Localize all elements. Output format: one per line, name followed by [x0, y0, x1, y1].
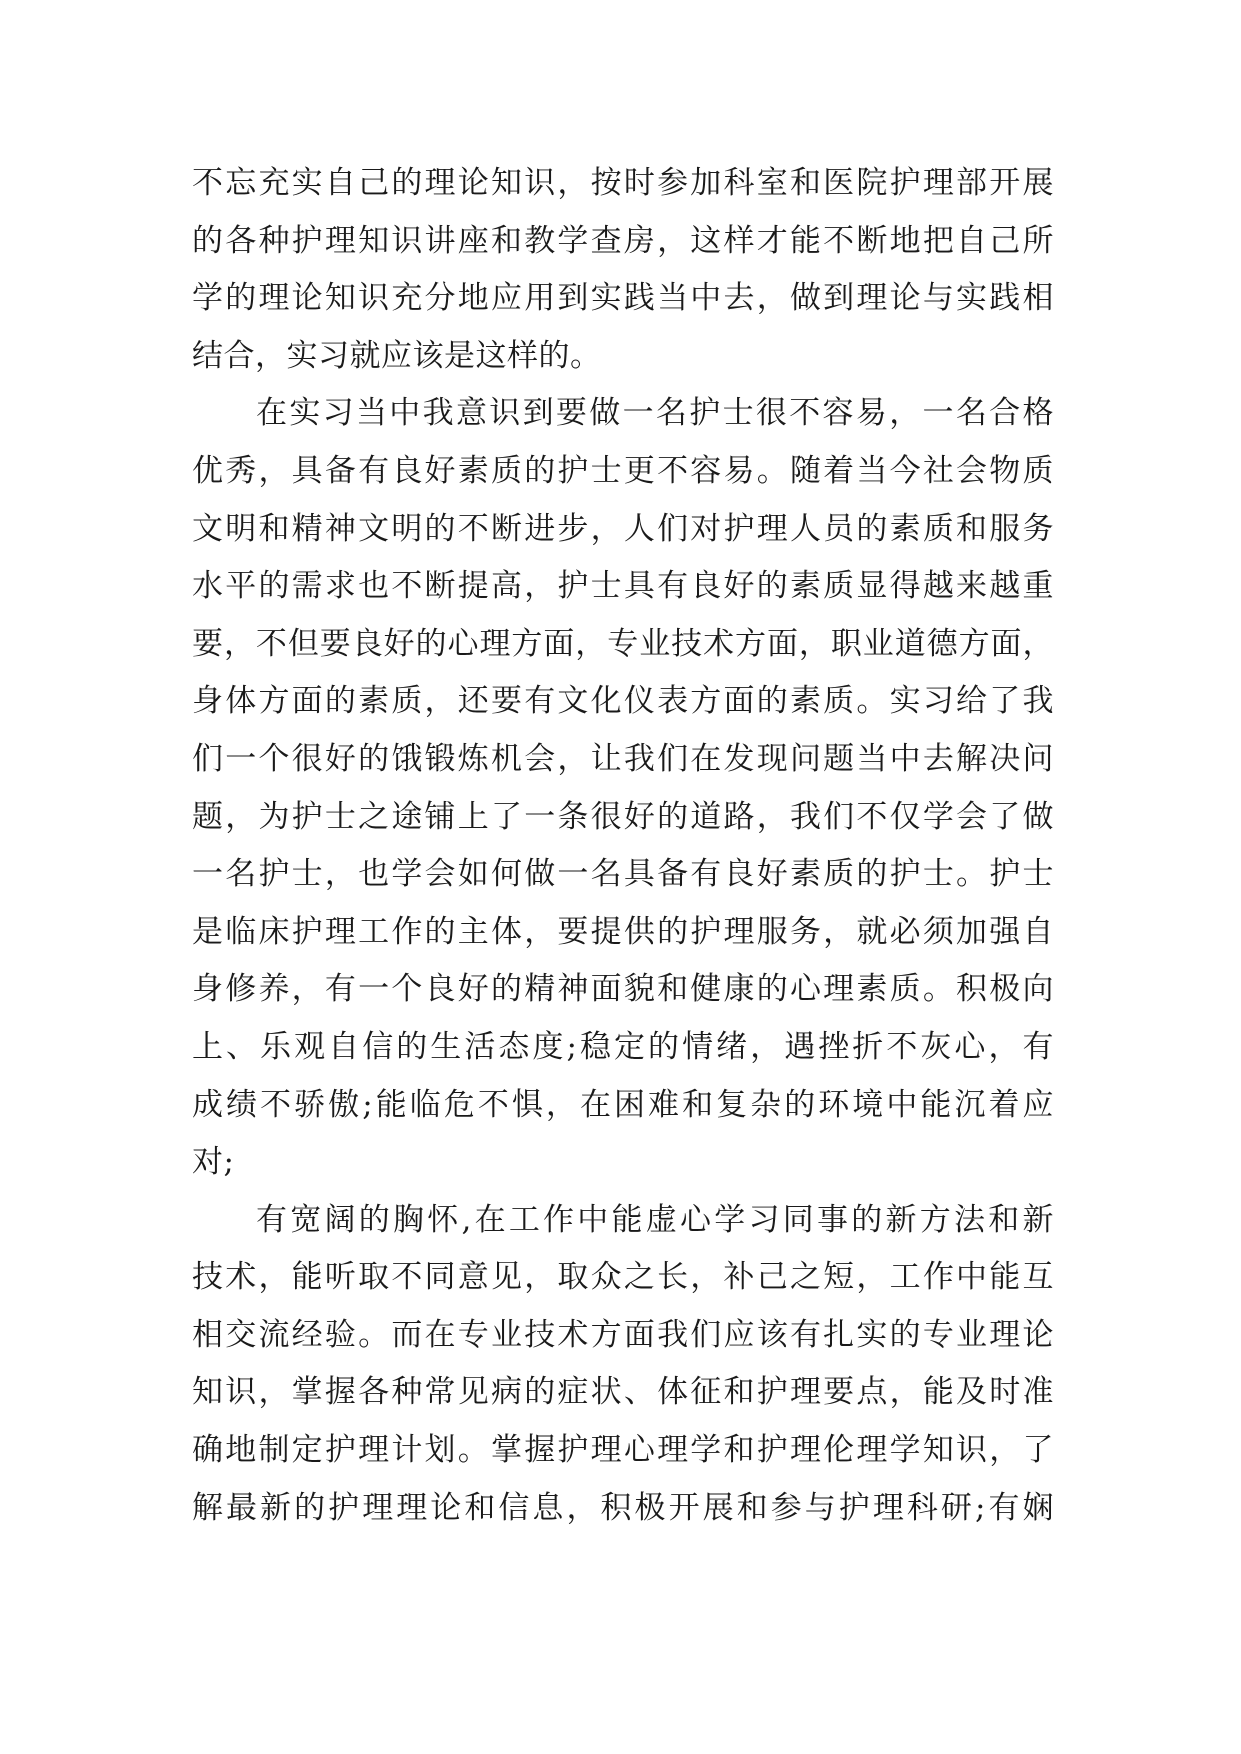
text-line: 要，不但要良好的心理方面，专业技术方面，职业道德方面，	[192, 625, 1054, 662]
text-line: 结合，实习就应该是这样的。	[192, 337, 602, 374]
text-line: 身体方面的素质，还要有文化仪表方面的素质。实习给了我	[192, 683, 1054, 720]
text-line: 成绩不骄傲;能临危不惧，在困难和复杂的环境中能沉着应	[192, 1086, 1054, 1123]
text-line: 水平的需求也不断提高，护士具有良好的素质显得越来越重	[192, 568, 1054, 605]
text-line: 对;	[192, 1144, 235, 1181]
text-line: 上、乐观自信的生活态度;稳定的情绪，遇挫折不灰心，有	[192, 1028, 1054, 1065]
text-line: 有宽阔的胸怀,在工作中能虚心学习同事的新方法和新	[256, 1201, 1054, 1238]
text-line: 的各种护理知识讲座和教学查房，这样才能不断地把自己所	[192, 222, 1054, 259]
text-line: 题，为护士之途铺上了一条很好的道路，我们不仅学会了做	[192, 798, 1054, 835]
text-line: 知识，掌握各种常见病的症状、体征和护理要点，能及时准	[192, 1374, 1054, 1411]
body-text	[192, 155, 1054, 1537]
text-line: 身修养，有一个良好的精神面貌和健康的心理素质。积极向	[192, 971, 1054, 1008]
text-line: 文明和精神文明的不断进步，人们对护理人员的素质和服务	[192, 510, 1054, 547]
text-line: 优秀，具备有良好素质的护士更不容易。随着当今社会物质	[192, 452, 1054, 489]
text-line: 在实习当中我意识到要做一名护士很不容易，一名合格	[256, 395, 1054, 432]
text-line: 技术，能听取不同意见，取众之长，补己之短，工作中能互	[192, 1259, 1054, 1296]
text-line: 一名护士，也学会如何做一名具备有良好素质的护士。护士	[192, 856, 1054, 893]
text-line: 确地制定护理计划。掌握护理心理学和护理伦理学知识，了	[192, 1432, 1054, 1469]
text-line: 不忘充实自己的理论知识，按时参加科室和医院护理部开展	[192, 165, 1054, 201]
text-line: 们一个很好的饿锻炼机会，让我们在发现问题当中去解决问	[192, 740, 1054, 777]
text-line: 是临床护理工作的主体，要提供的护理服务，就必须加强自	[192, 913, 1054, 950]
text-line: 相交流经验。而在专业技术方面我们应该有扎实的专业理论	[192, 1316, 1054, 1353]
text-line: 解最新的护理理论和信息，积极开展和参与护理科研;有娴	[192, 1489, 1054, 1526]
text-line: 学的理论知识充分地应用到实践当中去，做到理论与实践相	[192, 280, 1054, 317]
